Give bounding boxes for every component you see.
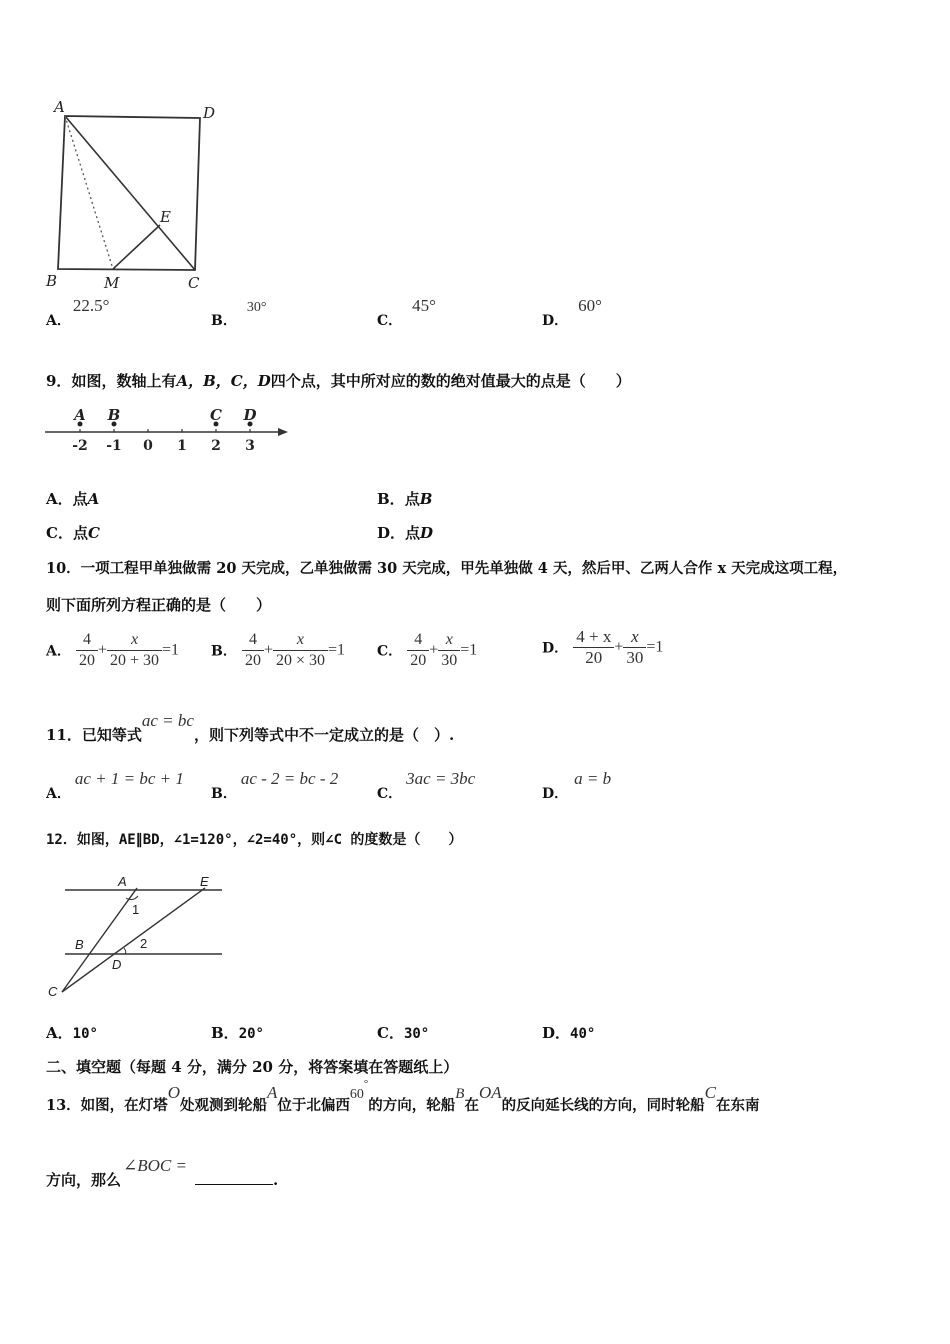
q8-option-d[interactable]: D．60° (542, 296, 602, 329)
point-label-c: C (210, 406, 222, 424)
q9-option-d[interactable]: D．点D (377, 524, 434, 542)
q11-stem: 11．已知等式ac = bc，则下列等式中不一定成立的是（ ）. (46, 711, 455, 744)
parallel-lines-figure (40, 868, 240, 1008)
number-line (40, 400, 300, 460)
label-a: A (118, 874, 127, 889)
angle-2-label: 2 (140, 936, 148, 951)
q10-option-d[interactable]: D． $\frac{4 + x}{20}$ + $\frac{x}{30}$ =1 (542, 627, 664, 667)
q8-option-c[interactable]: C．45° (377, 296, 436, 329)
q11-option-c[interactable]: C．3ac = 3bc (377, 769, 476, 802)
angle-1-label: 1 (132, 902, 140, 917)
point-label-d: D (243, 406, 257, 424)
tick-label: 0 (143, 438, 153, 454)
label-e: E (200, 874, 209, 889)
q10-option-c[interactable]: C． $\frac{4}{20}$ + $\frac{x}{30}$ =1 (377, 631, 478, 669)
q12-option-c[interactable]: C．30° (377, 1024, 430, 1042)
square-figure (40, 98, 230, 298)
q9-option-c[interactable]: C．点C (46, 524, 100, 542)
q13-stem-line2: 方向，那么∠BOC =. (46, 1156, 279, 1189)
q13-stem-line1: 13．如图，在灯塔O处观测到轮船A位于北偏西60°的方向，轮船B在OA的反向延长线的方向，同时轮船C在东南 (46, 1078, 760, 1114)
label-d: D (112, 957, 122, 972)
point-label-a: A (74, 406, 86, 424)
q8-option-a[interactable]: A．22.5° (46, 296, 110, 329)
tick-label: 1 (177, 438, 187, 454)
section-title: 二、填空题（每题 4 分，满分 20 分，将答案填在答题纸上） (46, 1058, 459, 1076)
tick-label: 3 (245, 438, 255, 454)
q10-option-a[interactable]: A． $\frac{4}{20}$ + $\frac{x}{20 + 30}$ =1 (46, 631, 180, 669)
label-d: D (203, 104, 216, 122)
label-b: B (46, 272, 58, 290)
q9-option-b[interactable]: B．点B (377, 490, 433, 508)
tick-label: -1 (106, 438, 122, 454)
point-label-b: B (107, 406, 121, 424)
q12-option-d[interactable]: D．40° (542, 1024, 596, 1042)
q9-stem: 9．如图，数轴上有A，B，C，D四个点，其中所对应的数的绝对值最大的点是（ ） (46, 372, 631, 390)
label-a: A (54, 98, 65, 116)
label-b: B (75, 937, 84, 952)
q12-stem: 12．如图，AE∥BD，∠1=120°，∠2=40°，则∠C 的度数是（ ） (46, 832, 463, 848)
q8-option-b[interactable]: B．30° (211, 300, 267, 329)
q10-stem-line1: 10．一项工程甲单独做需 20 天完成，乙单独做需 30 天完成，甲先单独做 4 天，然后甲、乙两人合作 x 天完成这项工程， (46, 560, 848, 577)
q11-option-a[interactable]: A．ac + 1 = bc + 1 (46, 769, 184, 802)
tick-label: 2 (211, 438, 221, 454)
label-e: E (160, 208, 171, 226)
tick-label: -2 (72, 438, 88, 454)
q11-option-d[interactable]: D．a = b (542, 769, 612, 802)
q12-option-b[interactable]: B．20° (211, 1024, 264, 1042)
q9-option-a[interactable]: A．点A (46, 490, 100, 508)
q12-option-a[interactable]: A．10° (46, 1024, 98, 1042)
q11-option-b[interactable]: B．ac - 2 = bc - 2 (211, 769, 339, 802)
q10-stem-line2: 则下面所列方程正确的是（ ） (46, 596, 272, 614)
q10-option-b[interactable]: B． $\frac{4}{20}$ + $\frac{x}{20 \times 30}$ =1 (211, 631, 346, 669)
label-c: C (48, 984, 58, 999)
label-m: M (104, 274, 120, 292)
label-c: C (188, 274, 200, 292)
answer-blank[interactable] (195, 1170, 273, 1185)
